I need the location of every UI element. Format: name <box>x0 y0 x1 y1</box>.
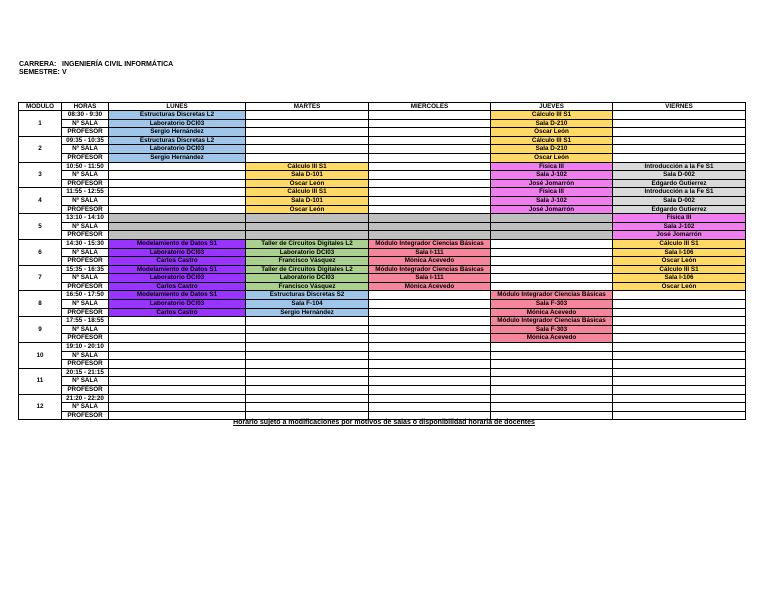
col-header-jueves: JUEVES <box>491 103 613 111</box>
class-cell <box>491 239 613 248</box>
module-hours: 16:50 - 17:50 <box>62 291 109 300</box>
class-cell: Laboratorio DCI03 <box>109 248 246 257</box>
class-cell <box>369 111 491 120</box>
class-cell: Modelamiento de Datos S1 <box>109 239 246 248</box>
class-cell <box>613 360 746 369</box>
class-cell <box>109 214 246 223</box>
schedule-row <box>19 351 746 360</box>
schedule-row <box>19 145 746 154</box>
module-hours: 11:55 - 12:55 <box>62 188 109 197</box>
class-cell <box>491 351 613 360</box>
schedule-row <box>19 179 746 188</box>
class-cell <box>246 153 369 162</box>
semestre-label: SEMESTRE: <box>19 69 60 76</box>
schedule-row <box>19 317 746 326</box>
semestre-value: V <box>62 69 67 76</box>
class-cell <box>369 325 491 334</box>
class-cell: Cálculo III S1 <box>491 111 613 120</box>
class-cell <box>246 119 369 128</box>
sala-label: Nº SALA <box>62 325 109 334</box>
module-number: 5 <box>19 214 62 240</box>
class-cell <box>613 128 746 137</box>
schedule-row <box>19 128 746 137</box>
schedule-row <box>19 119 746 128</box>
class-cell <box>109 222 246 231</box>
semestre-line <box>19 69 67 77</box>
class-cell: Física III <box>491 162 613 171</box>
class-cell <box>613 291 746 300</box>
schedule-row <box>19 368 746 377</box>
class-cell <box>491 343 613 352</box>
sala-label: Nº SALA <box>62 145 109 154</box>
class-cell: Cálculo III S1 <box>491 136 613 145</box>
class-cell <box>491 222 613 231</box>
sala-label: Nº SALA <box>62 300 109 309</box>
class-cell: Taller de Circuitos Digitales L2 <box>246 265 369 274</box>
class-cell: Módulo Integrador Ciencias Básicas <box>369 239 491 248</box>
schedule-note: Horario sujeto a modificaciones por motivos de salas o disponibilidad horaria de docentes <box>233 419 535 426</box>
class-cell: Carlos Castro <box>109 257 246 266</box>
class-cell <box>613 377 746 386</box>
class-cell <box>109 162 246 171</box>
carrera-label: CARRERA: <box>19 61 57 68</box>
schedule-row <box>19 222 746 231</box>
class-cell: Estructuras Discretas L2 <box>109 111 246 120</box>
sala-label: Nº SALA <box>62 377 109 386</box>
schedule-row <box>19 257 746 266</box>
class-cell <box>109 403 246 412</box>
schedule-header-row <box>19 103 746 111</box>
class-cell <box>246 214 369 223</box>
class-cell <box>246 334 369 343</box>
schedule-row <box>19 248 746 257</box>
class-cell <box>613 368 746 377</box>
class-cell: Cálculo III S1 <box>246 188 369 197</box>
class-cell <box>369 343 491 352</box>
class-cell <box>613 308 746 317</box>
class-cell: Física III <box>613 214 746 223</box>
module-number: 6 <box>19 239 62 265</box>
schedule-row <box>19 188 746 197</box>
schedule-body <box>19 111 746 420</box>
module-number: 9 <box>19 317 62 343</box>
schedule-row <box>19 360 746 369</box>
sala-label: Nº SALA <box>62 403 109 412</box>
class-cell: Taller de Circuitos Digitales L2 <box>246 239 369 248</box>
module-hours: 08:30 - 9:30 <box>62 111 109 120</box>
class-cell <box>109 231 246 240</box>
class-cell <box>369 351 491 360</box>
class-cell <box>246 231 369 240</box>
col-header-modulo: MODULO <box>19 103 62 111</box>
module-hours: 10:50 - 11:50 <box>62 162 109 171</box>
class-cell: Cálculo III S1 <box>246 162 369 171</box>
profesor-label: PROFESOR <box>62 308 109 317</box>
class-cell <box>369 377 491 386</box>
module-number: 10 <box>19 343 62 369</box>
schedule-row <box>19 265 746 274</box>
module-number: 1 <box>19 111 62 137</box>
class-cell <box>369 196 491 205</box>
class-cell <box>246 222 369 231</box>
class-cell: Edgardo Gutierrez <box>613 205 746 214</box>
class-cell <box>369 403 491 412</box>
class-cell <box>109 377 246 386</box>
class-cell: Sala I-106 <box>613 274 746 283</box>
class-cell: Sala J-102 <box>613 222 746 231</box>
schedule-row <box>19 153 746 162</box>
class-cell: Laboratorio DCI03 <box>109 145 246 154</box>
module-number: 2 <box>19 136 62 162</box>
class-cell: Sergio Hernández <box>109 128 246 137</box>
class-cell: Oscar León <box>246 179 369 188</box>
class-cell <box>246 343 369 352</box>
module-hours: 20:15 - 21:15 <box>62 368 109 377</box>
class-cell: Estructuras Discretas L2 <box>109 136 246 145</box>
class-cell: Oscar León <box>491 128 613 137</box>
class-cell: Sala F-303 <box>491 300 613 309</box>
class-cell: Laboratorio DCI03 <box>246 274 369 283</box>
class-cell <box>613 136 746 145</box>
class-cell <box>491 368 613 377</box>
class-cell <box>491 403 613 412</box>
class-cell <box>613 386 746 395</box>
class-cell: Oscar León <box>613 257 746 266</box>
class-cell: Francisco Vásquez <box>246 282 369 291</box>
class-cell <box>369 128 491 137</box>
module-hours: 09:35 - 10:35 <box>62 136 109 145</box>
class-cell <box>369 119 491 128</box>
class-cell <box>246 111 369 120</box>
class-cell <box>369 300 491 309</box>
class-cell <box>246 136 369 145</box>
sala-label: Nº SALA <box>62 222 109 231</box>
class-cell <box>613 317 746 326</box>
class-cell: Sala D-210 <box>491 145 613 154</box>
schedule-row <box>19 239 746 248</box>
class-cell <box>369 317 491 326</box>
schedule-row <box>19 386 746 395</box>
class-cell <box>369 394 491 403</box>
module-number: 7 <box>19 265 62 291</box>
profesor-label: PROFESOR <box>62 334 109 343</box>
schedule-table <box>18 102 746 420</box>
class-cell <box>613 334 746 343</box>
schedule-row <box>19 377 746 386</box>
module-number: 12 <box>19 394 62 420</box>
class-cell <box>109 171 246 180</box>
class-cell <box>246 368 369 377</box>
class-cell <box>246 403 369 412</box>
schedule-row <box>19 343 746 352</box>
class-cell: Modelamiento de Datos S1 <box>109 291 246 300</box>
sala-label: Nº SALA <box>62 248 109 257</box>
module-hours: 19:10 - 20:10 <box>62 343 109 352</box>
class-cell: Cálculo III S1 <box>613 265 746 274</box>
class-cell: Sala D-002 <box>613 196 746 205</box>
class-cell: Oscar León <box>491 153 613 162</box>
class-cell: Oscar León <box>246 205 369 214</box>
schedule-row <box>19 162 746 171</box>
class-cell <box>613 153 746 162</box>
class-cell <box>369 205 491 214</box>
profesor-label: PROFESOR <box>62 411 109 420</box>
class-cell <box>109 368 246 377</box>
class-cell <box>613 325 746 334</box>
schedule-row <box>19 196 746 205</box>
class-cell: Laboratorio DCI03 <box>109 119 246 128</box>
class-cell <box>109 196 246 205</box>
class-cell <box>613 351 746 360</box>
class-cell: Laboratorio DCI03 <box>109 300 246 309</box>
schedule-row <box>19 214 746 223</box>
profesor-label: PROFESOR <box>62 386 109 395</box>
class-cell: Introducción a la Fe S1 <box>613 188 746 197</box>
module-hours: 15:35 - 16:35 <box>62 265 109 274</box>
class-cell <box>246 128 369 137</box>
class-cell <box>369 153 491 162</box>
class-cell: Sala I-106 <box>613 248 746 257</box>
class-cell: Sala D-101 <box>246 196 369 205</box>
col-header-horas: HORAS <box>62 103 109 111</box>
class-cell: José Jomarrón <box>613 231 746 240</box>
class-cell <box>369 188 491 197</box>
class-cell: Mónica Acevedo <box>491 334 613 343</box>
schedule-row <box>19 282 746 291</box>
class-cell <box>109 351 246 360</box>
class-cell <box>491 265 613 274</box>
profesor-label: PROFESOR <box>62 231 109 240</box>
class-cell <box>491 214 613 223</box>
class-cell <box>369 334 491 343</box>
class-cell: Cálculo III S1 <box>613 239 746 248</box>
sala-label: Nº SALA <box>62 274 109 283</box>
class-cell <box>369 179 491 188</box>
class-cell <box>491 282 613 291</box>
class-cell <box>369 145 491 154</box>
class-cell: Sala I-111 <box>369 274 491 283</box>
class-cell <box>491 377 613 386</box>
class-cell: José Jomarrón <box>491 205 613 214</box>
profesor-label: PROFESOR <box>62 257 109 266</box>
schedule-row <box>19 274 746 283</box>
class-cell: Francisco Vásquez <box>246 257 369 266</box>
class-cell <box>491 274 613 283</box>
class-cell <box>109 179 246 188</box>
class-cell <box>491 257 613 266</box>
class-cell <box>369 308 491 317</box>
col-header-martes: MARTES <box>246 103 369 111</box>
carrera-line <box>19 61 173 69</box>
class-cell: Sala J-102 <box>491 196 613 205</box>
class-cell: Módulo Integrador Ciencias Básicas <box>491 317 613 326</box>
class-cell: Sala I-111 <box>369 248 491 257</box>
class-cell <box>369 231 491 240</box>
class-cell <box>246 317 369 326</box>
class-cell <box>369 368 491 377</box>
schedule-row <box>19 231 746 240</box>
class-cell <box>109 386 246 395</box>
class-cell <box>369 162 491 171</box>
module-number: 8 <box>19 291 62 317</box>
class-cell: Sergio Hernández <box>246 308 369 317</box>
profesor-label: PROFESOR <box>62 128 109 137</box>
col-header-viernes: VIERNES <box>613 103 746 111</box>
class-cell <box>109 343 246 352</box>
class-cell: Sala J-102 <box>491 171 613 180</box>
module-hours: 21:20 - 22:20 <box>62 394 109 403</box>
class-cell <box>369 386 491 395</box>
class-cell: Mónica Acevedo <box>491 308 613 317</box>
module-hours: 13:10 - 14:10 <box>62 214 109 223</box>
sala-label: Nº SALA <box>62 119 109 128</box>
class-cell: Introducción a la Fe S1 <box>613 162 746 171</box>
class-cell <box>491 394 613 403</box>
schedule-row <box>19 111 746 120</box>
class-cell <box>369 171 491 180</box>
class-cell <box>109 394 246 403</box>
schedule-row <box>19 136 746 145</box>
schedule-row <box>19 394 746 403</box>
class-cell: Laboratorio DCI03 <box>246 248 369 257</box>
class-cell: Sala D-002 <box>613 171 746 180</box>
class-cell <box>613 343 746 352</box>
class-cell <box>491 360 613 369</box>
class-cell: Edgardo Gutierrez <box>613 179 746 188</box>
schedule-row <box>19 325 746 334</box>
col-header-lunes: LUNES <box>109 103 246 111</box>
class-cell <box>369 291 491 300</box>
profesor-label: PROFESOR <box>62 360 109 369</box>
class-cell: Mónica Acevedo <box>369 282 491 291</box>
carrera-value: INGENIERÍA CIVIL INFORMÁTICA <box>62 61 174 68</box>
class-cell <box>613 300 746 309</box>
class-cell: Sala F-104 <box>246 300 369 309</box>
schedule-row <box>19 300 746 309</box>
class-cell: Laboratorio DCI03 <box>109 274 246 283</box>
class-cell <box>491 231 613 240</box>
class-cell <box>369 222 491 231</box>
class-cell <box>613 119 746 128</box>
class-cell: Módulo Integrador Ciencias Básicas <box>491 291 613 300</box>
class-cell: José Jomarrón <box>491 179 613 188</box>
module-number: 3 <box>19 162 62 188</box>
class-cell <box>369 136 491 145</box>
sala-label: Nº SALA <box>62 196 109 205</box>
class-cell: Oscar León <box>613 282 746 291</box>
class-cell <box>246 394 369 403</box>
schedule-row <box>19 334 746 343</box>
class-cell <box>613 403 746 412</box>
class-cell: Física III <box>491 188 613 197</box>
class-cell: Sala F-303 <box>491 325 613 334</box>
class-cell: Módulo Integrador Ciencias Básicas <box>369 265 491 274</box>
class-cell: Sergio Hernández <box>109 153 246 162</box>
profesor-label: PROFESOR <box>62 153 109 162</box>
class-cell <box>246 386 369 395</box>
class-cell: Modelamiento de Datos S1 <box>109 265 246 274</box>
class-cell: Sala D-101 <box>246 171 369 180</box>
schedule-row <box>19 205 746 214</box>
sala-label: Nº SALA <box>62 351 109 360</box>
class-cell: Sala D-210 <box>491 119 613 128</box>
class-cell <box>613 145 746 154</box>
class-cell <box>613 111 746 120</box>
class-cell <box>109 334 246 343</box>
class-cell <box>109 317 246 326</box>
module-number: 4 <box>19 188 62 214</box>
class-cell <box>369 360 491 369</box>
class-cell: Carlos Castro <box>109 282 246 291</box>
class-cell <box>246 360 369 369</box>
class-cell <box>246 351 369 360</box>
schedule-row <box>19 291 746 300</box>
class-cell <box>109 360 246 369</box>
class-cell: Estructuras Discretas S2 <box>246 291 369 300</box>
class-cell <box>246 145 369 154</box>
schedule-row <box>19 403 746 412</box>
class-cell: Carlos Castro <box>109 308 246 317</box>
col-header-miercoles: MIERCOLES <box>369 103 491 111</box>
class-cell <box>491 248 613 257</box>
class-cell: Mónica Acevedo <box>369 257 491 266</box>
schedule-row <box>19 171 746 180</box>
class-cell <box>109 205 246 214</box>
schedule-row <box>19 308 746 317</box>
class-cell <box>109 188 246 197</box>
module-number: 11 <box>19 368 62 394</box>
sala-label: Nº SALA <box>62 171 109 180</box>
class-cell <box>613 394 746 403</box>
profesor-label: PROFESOR <box>62 282 109 291</box>
class-cell <box>109 325 246 334</box>
module-hours: 14:30 - 15:30 <box>62 239 109 248</box>
class-cell <box>246 377 369 386</box>
module-hours: 17:55 - 18:55 <box>62 317 109 326</box>
profesor-label: PROFESOR <box>62 179 109 188</box>
class-cell <box>369 214 491 223</box>
class-cell <box>246 325 369 334</box>
profesor-label: PROFESOR <box>62 205 109 214</box>
class-cell <box>491 386 613 395</box>
